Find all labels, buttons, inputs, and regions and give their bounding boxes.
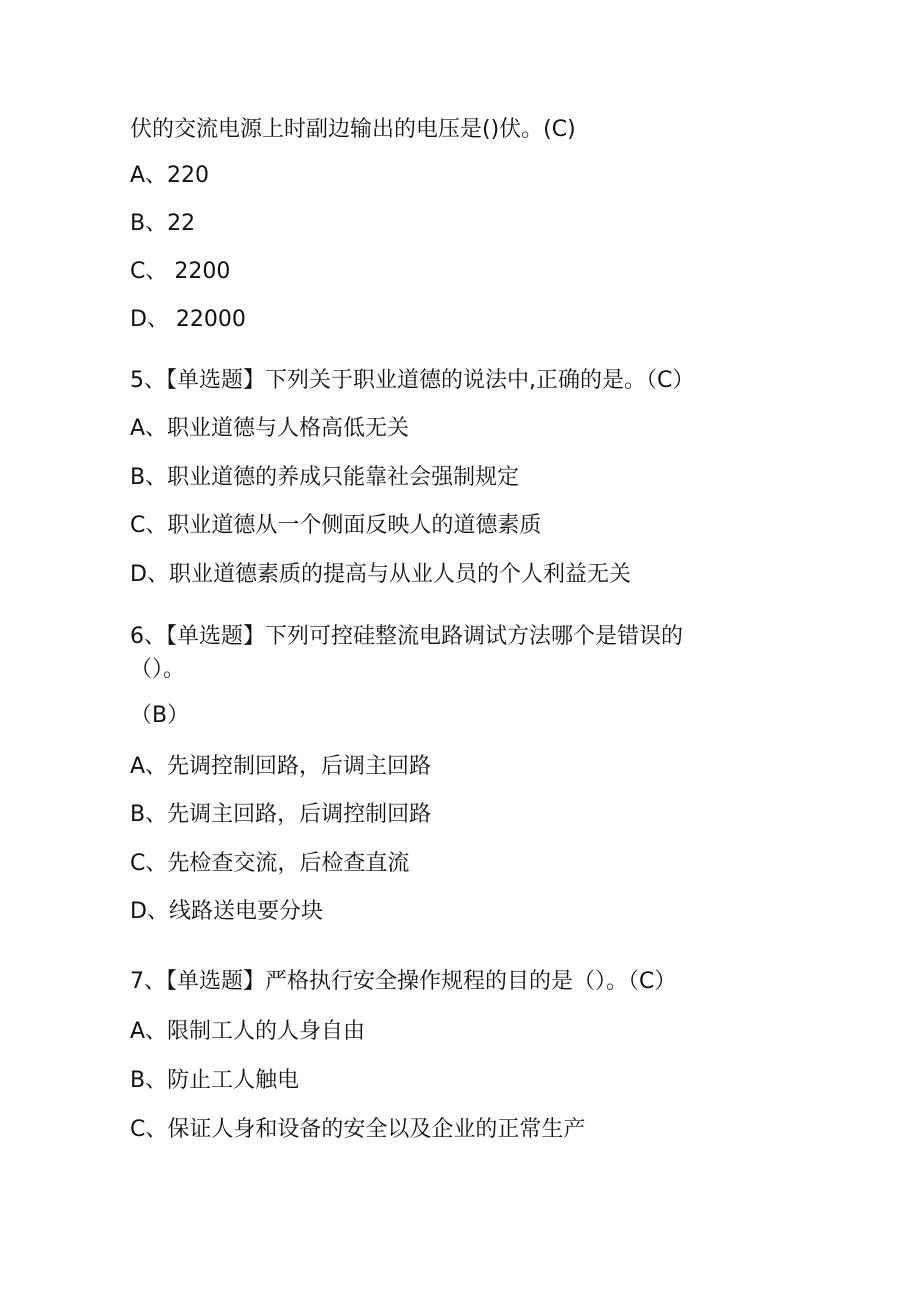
q5-option-d: D、职业道德素质的提高与从业人员的个人利益无关 — [130, 562, 631, 587]
q4-stem-tail: 伏的交流电源上时副边输出的电压是()伏。(C) — [130, 117, 576, 142]
q6-option-d: D、线路送电要分块 — [130, 899, 323, 924]
q4-option-a: A、220 — [130, 163, 210, 188]
q6-option-a: A、先调控制回路，后调主回路 — [130, 754, 432, 779]
q5-option-c: C、职业道德从一个侧面反映人的道德素质 — [130, 513, 542, 538]
q6-stem-line2: （）。 — [130, 657, 186, 682]
q7-option-c: C、保证人身和设备的安全以及企业的正常生产 — [130, 1117, 586, 1142]
q7-stem: 7、【单选题】严格执行安全操作规程的目的是（）。（C） — [130, 969, 677, 994]
q4-option-d: D、 22000 — [130, 307, 246, 332]
q4-option-b: B、22 — [130, 211, 196, 236]
q5-option-a: A、职业道德与人格高低无关 — [130, 416, 410, 441]
q6-option-c: C、先检查交流，后检查直流 — [130, 851, 410, 876]
q7-option-b: B、防止工人触电 — [130, 1068, 300, 1093]
q5-option-b: B、职业道德的养成只能靠社会强制规定 — [130, 465, 520, 490]
q4-option-c: C、 2200 — [130, 259, 231, 284]
q6-option-b: B、先调主回路，后调控制回路 — [130, 802, 432, 827]
q6-stem-line1: 6、【单选题】下列可控硅整流电路调试方法哪个是错误的 — [130, 624, 683, 649]
q7-option-a: A、限制工人的人身自由 — [130, 1019, 366, 1044]
q6-answer: （B） — [130, 703, 190, 728]
q5-stem: 5、【单选题】下列关于职业道德的说法中,正确的是。（C） — [130, 368, 695, 393]
